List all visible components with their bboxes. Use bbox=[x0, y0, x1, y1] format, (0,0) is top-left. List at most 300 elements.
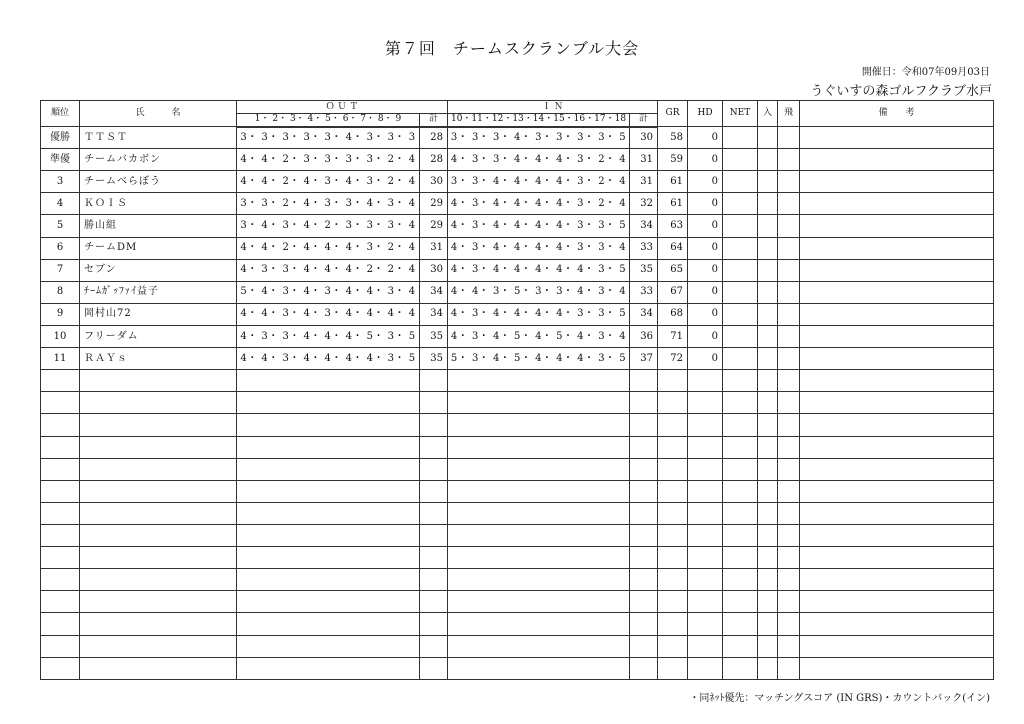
table-row bbox=[41, 303, 994, 325]
cell-net bbox=[723, 392, 758, 414]
cell-nyu bbox=[758, 325, 778, 347]
venue-name: うぐいすの森ゴルフクラブ水戸 bbox=[810, 84, 992, 99]
cell-nyu bbox=[758, 458, 778, 480]
cell-hi bbox=[778, 237, 800, 259]
cell-remarks bbox=[800, 237, 994, 259]
cell-in-total bbox=[630, 657, 658, 679]
cell-out-total: 29 bbox=[420, 193, 448, 215]
cell-out bbox=[237, 569, 420, 591]
cell-net bbox=[723, 547, 758, 569]
table-row bbox=[41, 171, 994, 193]
cell-hd: 0 bbox=[688, 127, 723, 149]
cell-in bbox=[448, 436, 630, 458]
cell-out: 3・ 3・ 2・ 4・ 3・ 3・ 4・ 3・ 4 bbox=[237, 193, 420, 215]
header-in: Ｉ Ｎ bbox=[448, 101, 658, 114]
cell-in bbox=[448, 591, 630, 613]
cell-in bbox=[448, 370, 630, 392]
event-date: 開催日：令和07年09月03日 bbox=[861, 67, 990, 78]
cell-out: 4・ 4・ 3・ 4・ 4・ 4・ 4・ 3・ 5 bbox=[237, 348, 420, 370]
cell-name: ＫＯＩＳ bbox=[80, 193, 237, 215]
cell-rank: 4 bbox=[41, 193, 80, 215]
cell-nyu bbox=[758, 370, 778, 392]
cell-gr bbox=[658, 613, 688, 635]
cell-in-total: 30 bbox=[630, 127, 658, 149]
cell-nyu bbox=[758, 591, 778, 613]
cell-rank: 5 bbox=[41, 215, 80, 237]
cell-out-total: 30 bbox=[420, 171, 448, 193]
table-row bbox=[41, 281, 994, 303]
cell-in bbox=[448, 480, 630, 502]
header-net: NET bbox=[723, 101, 758, 127]
header-remarks: 備 考 bbox=[800, 101, 994, 127]
cell-hi bbox=[778, 414, 800, 436]
cell-name bbox=[80, 613, 237, 635]
cell-hi bbox=[778, 480, 800, 502]
cell-out-total: 29 bbox=[420, 215, 448, 237]
cell-hd: 0 bbox=[688, 348, 723, 370]
cell-remarks bbox=[800, 325, 994, 347]
cell-name bbox=[80, 414, 237, 436]
cell-out-total: 30 bbox=[420, 259, 448, 281]
table-row bbox=[41, 237, 994, 259]
cell-out-total bbox=[420, 613, 448, 635]
cell-out-total bbox=[420, 392, 448, 414]
cell-gr: 61 bbox=[658, 171, 688, 193]
cell-name: ﾁｰﾑｶﾞｯﾌｧｲ益子 bbox=[80, 281, 237, 303]
empty-row bbox=[41, 480, 994, 502]
cell-in: 4・ 3・ 4・ 4・ 4・ 4・ 4・ 3・ 5 bbox=[448, 259, 630, 281]
cell-rank: 7 bbox=[41, 259, 80, 281]
cell-remarks bbox=[800, 524, 994, 546]
cell-remarks bbox=[800, 591, 994, 613]
cell-out: 3・ 4・ 3・ 4・ 2・ 3・ 3・ 3・ 4 bbox=[237, 215, 420, 237]
cell-out-total: 28 bbox=[420, 149, 448, 171]
cell-hd bbox=[688, 502, 723, 524]
cell-gr bbox=[658, 392, 688, 414]
cell-nyu bbox=[758, 215, 778, 237]
cell-rank bbox=[41, 392, 80, 414]
cell-out-total: 31 bbox=[420, 237, 448, 259]
cell-nyu bbox=[758, 171, 778, 193]
cell-remarks bbox=[800, 392, 994, 414]
cell-out-total bbox=[420, 657, 448, 679]
cell-remarks bbox=[800, 259, 994, 281]
cell-out-total bbox=[420, 569, 448, 591]
cell-out-total bbox=[420, 547, 448, 569]
cell-out bbox=[237, 635, 420, 657]
cell-gr bbox=[658, 635, 688, 657]
cell-out-total: 34 bbox=[420, 281, 448, 303]
cell-nyu bbox=[758, 303, 778, 325]
cell-hi bbox=[778, 325, 800, 347]
cell-hi bbox=[778, 171, 800, 193]
cell-nyu bbox=[758, 436, 778, 458]
empty-row bbox=[41, 524, 994, 546]
cell-out bbox=[237, 547, 420, 569]
cell-hi bbox=[778, 502, 800, 524]
cell-hd bbox=[688, 635, 723, 657]
cell-remarks bbox=[800, 502, 994, 524]
cell-out bbox=[237, 414, 420, 436]
empty-row bbox=[41, 502, 994, 524]
cell-out: 4・ 4・ 3・ 4・ 3・ 4・ 4・ 4・ 4 bbox=[237, 303, 420, 325]
cell-nyu bbox=[758, 127, 778, 149]
cell-rank: 10 bbox=[41, 325, 80, 347]
cell-net bbox=[723, 502, 758, 524]
cell-hd: 0 bbox=[688, 237, 723, 259]
cell-in: 4・ 3・ 4・ 4・ 4・ 4・ 3・ 3・ 5 bbox=[448, 215, 630, 237]
cell-hi bbox=[778, 657, 800, 679]
cell-rank bbox=[41, 613, 80, 635]
cell-rank: 優勝 bbox=[41, 127, 80, 149]
cell-net bbox=[723, 591, 758, 613]
cell-hd bbox=[688, 591, 723, 613]
cell-out-total bbox=[420, 414, 448, 436]
cell-hi bbox=[778, 281, 800, 303]
cell-hd: 0 bbox=[688, 259, 723, 281]
cell-hi bbox=[778, 193, 800, 215]
cell-out-total bbox=[420, 502, 448, 524]
cell-hd bbox=[688, 414, 723, 436]
cell-in bbox=[448, 635, 630, 657]
cell-name: フリーダム bbox=[80, 325, 237, 347]
cell-gr: 64 bbox=[658, 237, 688, 259]
cell-in: 3・ 3・ 4・ 4・ 4・ 4・ 3・ 2・ 4 bbox=[448, 171, 630, 193]
cell-hi bbox=[778, 127, 800, 149]
cell-in bbox=[448, 392, 630, 414]
header-rank: 順位 bbox=[41, 101, 80, 127]
empty-row bbox=[41, 458, 994, 480]
cell-out bbox=[237, 436, 420, 458]
cell-name: チームバカボン bbox=[80, 149, 237, 171]
table-row bbox=[41, 193, 994, 215]
cell-name: ＴＴＳＴ bbox=[80, 127, 237, 149]
cell-out bbox=[237, 613, 420, 635]
cell-gr: 59 bbox=[658, 149, 688, 171]
cell-out-total bbox=[420, 370, 448, 392]
cell-hd: 0 bbox=[688, 303, 723, 325]
empty-row bbox=[41, 436, 994, 458]
cell-out bbox=[237, 524, 420, 546]
cell-out-total: 34 bbox=[420, 303, 448, 325]
cell-name bbox=[80, 436, 237, 458]
cell-in-total: 32 bbox=[630, 193, 658, 215]
cell-nyu bbox=[758, 547, 778, 569]
cell-in-total: 37 bbox=[630, 348, 658, 370]
header-gr: GR bbox=[658, 101, 688, 127]
cell-out-total bbox=[420, 524, 448, 546]
cell-hi bbox=[778, 303, 800, 325]
cell-remarks bbox=[800, 458, 994, 480]
cell-hi bbox=[778, 215, 800, 237]
cell-in-total: 35 bbox=[630, 259, 658, 281]
cell-gr bbox=[658, 480, 688, 502]
cell-nyu bbox=[758, 657, 778, 679]
cell-out: 3・ 3・ 3・ 3・ 3・ 4・ 3・ 3・ 3 bbox=[237, 127, 420, 149]
cell-gr: 68 bbox=[658, 303, 688, 325]
cell-remarks bbox=[800, 171, 994, 193]
empty-row bbox=[41, 591, 994, 613]
cell-hd bbox=[688, 392, 723, 414]
cell-net bbox=[723, 370, 758, 392]
cell-gr bbox=[658, 657, 688, 679]
cell-rank bbox=[41, 436, 80, 458]
empty-row bbox=[41, 414, 994, 436]
cell-name bbox=[80, 502, 237, 524]
cell-net bbox=[723, 613, 758, 635]
cell-remarks bbox=[800, 149, 994, 171]
cell-hi bbox=[778, 613, 800, 635]
cell-in-total bbox=[630, 502, 658, 524]
cell-in-total: 34 bbox=[630, 303, 658, 325]
cell-name: 勝山組 bbox=[80, 215, 237, 237]
cell-hi bbox=[778, 370, 800, 392]
header-name: 氏 名 bbox=[80, 101, 237, 127]
table-row bbox=[41, 215, 994, 237]
cell-rank bbox=[41, 569, 80, 591]
cell-rank bbox=[41, 502, 80, 524]
cell-remarks bbox=[800, 635, 994, 657]
cell-in-total bbox=[630, 458, 658, 480]
cell-remarks bbox=[800, 303, 994, 325]
cell-gr: 61 bbox=[658, 193, 688, 215]
cell-in-total bbox=[630, 635, 658, 657]
cell-net bbox=[723, 127, 758, 149]
cell-rank bbox=[41, 657, 80, 679]
cell-gr bbox=[658, 414, 688, 436]
cell-out: 4・ 3・ 3・ 4・ 4・ 4・ 5・ 3・ 5 bbox=[237, 325, 420, 347]
cell-name bbox=[80, 392, 237, 414]
cell-in-total: 36 bbox=[630, 325, 658, 347]
cell-in: 4・ 3・ 4・ 4・ 4・ 4・ 3・ 3・ 4 bbox=[448, 237, 630, 259]
cell-in bbox=[448, 569, 630, 591]
cell-in-total: 31 bbox=[630, 171, 658, 193]
cell-hd: 0 bbox=[688, 281, 723, 303]
cell-in bbox=[448, 524, 630, 546]
score-table bbox=[40, 100, 994, 680]
cell-remarks bbox=[800, 215, 994, 237]
cell-name bbox=[80, 458, 237, 480]
cell-in: 4・ 3・ 4・ 5・ 4・ 5・ 4・ 3・ 4 bbox=[448, 325, 630, 347]
header-out-holes: 1・ 2・ 3・ 4・ 5・ 6・ 7・ 8・ 9 bbox=[237, 114, 420, 127]
cell-hi bbox=[778, 149, 800, 171]
cell-in bbox=[448, 547, 630, 569]
cell-gr: 58 bbox=[658, 127, 688, 149]
cell-hi bbox=[778, 436, 800, 458]
cell-net bbox=[723, 635, 758, 657]
empty-row bbox=[41, 635, 994, 657]
score-table-body bbox=[41, 127, 994, 680]
cell-name: 岡村山72 bbox=[80, 303, 237, 325]
cell-gr: 72 bbox=[658, 348, 688, 370]
cell-name: チームDM bbox=[80, 237, 237, 259]
cell-net bbox=[723, 215, 758, 237]
cell-hd: 0 bbox=[688, 325, 723, 347]
cell-in bbox=[448, 414, 630, 436]
cell-hd bbox=[688, 547, 723, 569]
cell-in: 5・ 3・ 4・ 5・ 4・ 4・ 4・ 3・ 5 bbox=[448, 348, 630, 370]
cell-net bbox=[723, 458, 758, 480]
cell-net bbox=[723, 171, 758, 193]
cell-name: チームべらぼう bbox=[80, 171, 237, 193]
cell-nyu bbox=[758, 502, 778, 524]
cell-hd bbox=[688, 458, 723, 480]
cell-gr: 67 bbox=[658, 281, 688, 303]
cell-out-total bbox=[420, 635, 448, 657]
cell-gr bbox=[658, 547, 688, 569]
cell-out-total bbox=[420, 436, 448, 458]
cell-in: 4・ 3・ 3・ 4・ 4・ 4・ 3・ 2・ 4 bbox=[448, 149, 630, 171]
cell-gr bbox=[658, 458, 688, 480]
cell-nyu bbox=[758, 613, 778, 635]
cell-in-total bbox=[630, 414, 658, 436]
cell-in-total bbox=[630, 613, 658, 635]
cell-out: 5・ 4・ 3・ 4・ 3・ 4・ 4・ 3・ 4 bbox=[237, 281, 420, 303]
cell-hd bbox=[688, 569, 723, 591]
cell-in-total: 33 bbox=[630, 281, 658, 303]
cell-in-total bbox=[630, 392, 658, 414]
cell-out: 4・ 3・ 3・ 4・ 4・ 4・ 2・ 2・ 4 bbox=[237, 259, 420, 281]
cell-in-total bbox=[630, 547, 658, 569]
document-title: 第７回 チームスクランブル大会 bbox=[384, 39, 640, 58]
cell-in-total bbox=[630, 591, 658, 613]
cell-rank bbox=[41, 370, 80, 392]
cell-net bbox=[723, 325, 758, 347]
cell-remarks bbox=[800, 613, 994, 635]
cell-out-total bbox=[420, 591, 448, 613]
cell-rank bbox=[41, 524, 80, 546]
cell-in: 3・ 3・ 3・ 4・ 3・ 3・ 3・ 3・ 5 bbox=[448, 127, 630, 149]
cell-hd bbox=[688, 370, 723, 392]
cell-remarks bbox=[800, 436, 994, 458]
cell-out bbox=[237, 370, 420, 392]
cell-name bbox=[80, 569, 237, 591]
cell-nyu bbox=[758, 392, 778, 414]
cell-gr bbox=[658, 524, 688, 546]
cell-name bbox=[80, 657, 237, 679]
cell-out-total: 35 bbox=[420, 325, 448, 347]
cell-remarks bbox=[800, 348, 994, 370]
cell-in bbox=[448, 502, 630, 524]
cell-name bbox=[80, 370, 237, 392]
cell-hd: 0 bbox=[688, 149, 723, 171]
cell-gr bbox=[658, 370, 688, 392]
cell-rank bbox=[41, 480, 80, 502]
cell-out bbox=[237, 458, 420, 480]
cell-nyu bbox=[758, 237, 778, 259]
cell-hi bbox=[778, 635, 800, 657]
cell-hd bbox=[688, 436, 723, 458]
cell-in-total: 33 bbox=[630, 237, 658, 259]
cell-name: ＲＡＹｓ bbox=[80, 348, 237, 370]
header-in-holes: 10・11・12・13・14・15・16・17・18 bbox=[448, 114, 630, 127]
table-row bbox=[41, 348, 994, 370]
cell-out bbox=[237, 591, 420, 613]
cell-nyu bbox=[758, 524, 778, 546]
cell-in-total bbox=[630, 370, 658, 392]
cell-in: 4・ 3・ 4・ 4・ 4・ 4・ 3・ 3・ 5 bbox=[448, 303, 630, 325]
header-hd: HD bbox=[688, 101, 723, 127]
cell-in: 4・ 4・ 3・ 5・ 3・ 3・ 4・ 3・ 4 bbox=[448, 281, 630, 303]
cell-nyu bbox=[758, 259, 778, 281]
cell-remarks bbox=[800, 193, 994, 215]
table-row bbox=[41, 149, 994, 171]
cell-rank: 11 bbox=[41, 348, 80, 370]
cell-in bbox=[448, 458, 630, 480]
cell-remarks bbox=[800, 370, 994, 392]
cell-rank: 9 bbox=[41, 303, 80, 325]
cell-rank: 準優 bbox=[41, 149, 80, 171]
cell-hd bbox=[688, 657, 723, 679]
cell-remarks bbox=[800, 657, 994, 679]
cell-rank: 6 bbox=[41, 237, 80, 259]
cell-gr: 65 bbox=[658, 259, 688, 281]
cell-net bbox=[723, 480, 758, 502]
cell-in bbox=[448, 657, 630, 679]
cell-in-total bbox=[630, 524, 658, 546]
cell-remarks bbox=[800, 569, 994, 591]
cell-nyu bbox=[758, 193, 778, 215]
cell-name bbox=[80, 480, 237, 502]
empty-row bbox=[41, 370, 994, 392]
cell-net bbox=[723, 348, 758, 370]
cell-in-total bbox=[630, 569, 658, 591]
cell-name: セブン bbox=[80, 259, 237, 281]
header-nyu: 入 bbox=[758, 101, 778, 127]
cell-gr bbox=[658, 502, 688, 524]
empty-row bbox=[41, 569, 994, 591]
cell-hd bbox=[688, 480, 723, 502]
cell-net bbox=[723, 524, 758, 546]
cell-gr bbox=[658, 591, 688, 613]
cell-remarks bbox=[800, 414, 994, 436]
cell-hd bbox=[688, 613, 723, 635]
cell-remarks bbox=[800, 281, 994, 303]
cell-net bbox=[723, 281, 758, 303]
cell-rank bbox=[41, 547, 80, 569]
cell-name bbox=[80, 635, 237, 657]
cell-out-total bbox=[420, 480, 448, 502]
cell-rank: 8 bbox=[41, 281, 80, 303]
cell-net bbox=[723, 436, 758, 458]
table-row bbox=[41, 325, 994, 347]
cell-net bbox=[723, 193, 758, 215]
cell-hd bbox=[688, 524, 723, 546]
cell-net bbox=[723, 657, 758, 679]
cell-out: 4・ 4・ 2・ 3・ 3・ 3・ 3・ 2・ 4 bbox=[237, 149, 420, 171]
cell-net bbox=[723, 414, 758, 436]
cell-hi bbox=[778, 569, 800, 591]
cell-hd: 0 bbox=[688, 193, 723, 215]
cell-hi bbox=[778, 547, 800, 569]
cell-gr: 63 bbox=[658, 215, 688, 237]
table-row bbox=[41, 259, 994, 281]
cell-nyu bbox=[758, 414, 778, 436]
cell-gr bbox=[658, 436, 688, 458]
tiebreak-note: ・同ﾈｯﾄ優先：マッチングスコア (IN GRS)・カウントバック(イン) bbox=[689, 693, 990, 704]
cell-hd: 0 bbox=[688, 215, 723, 237]
cell-hi bbox=[778, 348, 800, 370]
cell-remarks bbox=[800, 547, 994, 569]
header-out-total: 計 bbox=[420, 114, 448, 127]
cell-gr: 71 bbox=[658, 325, 688, 347]
cell-hi bbox=[778, 392, 800, 414]
cell-rank bbox=[41, 414, 80, 436]
cell-hi bbox=[778, 259, 800, 281]
cell-name bbox=[80, 547, 237, 569]
cell-nyu bbox=[758, 149, 778, 171]
cell-remarks bbox=[800, 480, 994, 502]
